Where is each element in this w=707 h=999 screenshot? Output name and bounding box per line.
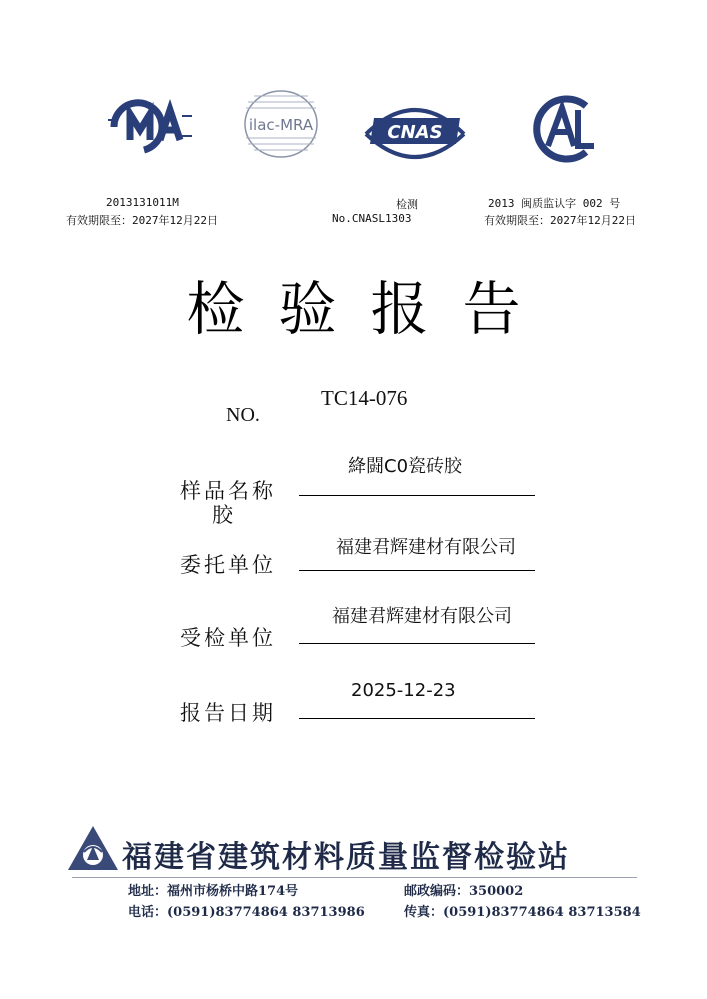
station-postcode: 邮政编码：350002 <box>404 884 524 899</box>
ilac-mra-label: ilac-MRA <box>248 116 314 134</box>
client-value: 福建君辉建材有限公司 <box>336 537 516 558</box>
station-fax: 传真：(0591)83774864 83713584 <box>404 905 641 920</box>
report-title: 检验报告 <box>186 275 555 343</box>
cnas-logo <box>360 96 470 162</box>
station-emblem-icon <box>66 824 120 872</box>
station-name: 福建省建筑材料质量监督检验站 <box>122 840 570 875</box>
client-label: 委托单位 <box>180 553 276 577</box>
sample-name-underline <box>299 495 535 496</box>
report-no-value: TC14-076 <box>321 386 408 410</box>
ilac-mra-logo <box>238 88 324 160</box>
report-date-underline <box>299 718 535 719</box>
cma-logo <box>104 96 194 158</box>
inspected-unit-underline <box>299 643 535 644</box>
report-date-value: 2025-12-23 <box>351 680 456 701</box>
cma-validity: 有效期限至：2027年12月22日 <box>66 214 218 227</box>
client-underline <box>299 570 535 571</box>
report-no-label: NO. <box>226 404 260 426</box>
cma-number: 2013131011M <box>106 196 179 209</box>
sample-name-label-extra: 胶 <box>212 503 236 527</box>
cal-number: 2013 闽质监认字 002 号 <box>488 197 621 210</box>
cnas-category: 检测 <box>396 198 418 211</box>
sample-name-label: 样品名称 <box>180 479 276 503</box>
cnas-number: No.CNASL1303 <box>332 212 412 225</box>
sample-name-value: 絳闘C0瓷砖胶 <box>348 456 463 477</box>
report-date-label: 报告日期 <box>180 701 276 725</box>
footer-divider <box>72 877 637 878</box>
station-address: 地址：福州市杨桥中路174号 <box>128 884 299 899</box>
inspected-unit-value: 福建君辉建材有限公司 <box>332 606 512 627</box>
cal-logo <box>524 94 608 164</box>
cnas-label: CNAS <box>387 122 443 143</box>
inspected-unit-label: 受检单位 <box>180 626 276 650</box>
cal-validity: 有效期限至：2027年12月22日 <box>484 214 636 227</box>
station-phone: 电话：(0591)83774864 83713986 <box>128 905 365 920</box>
